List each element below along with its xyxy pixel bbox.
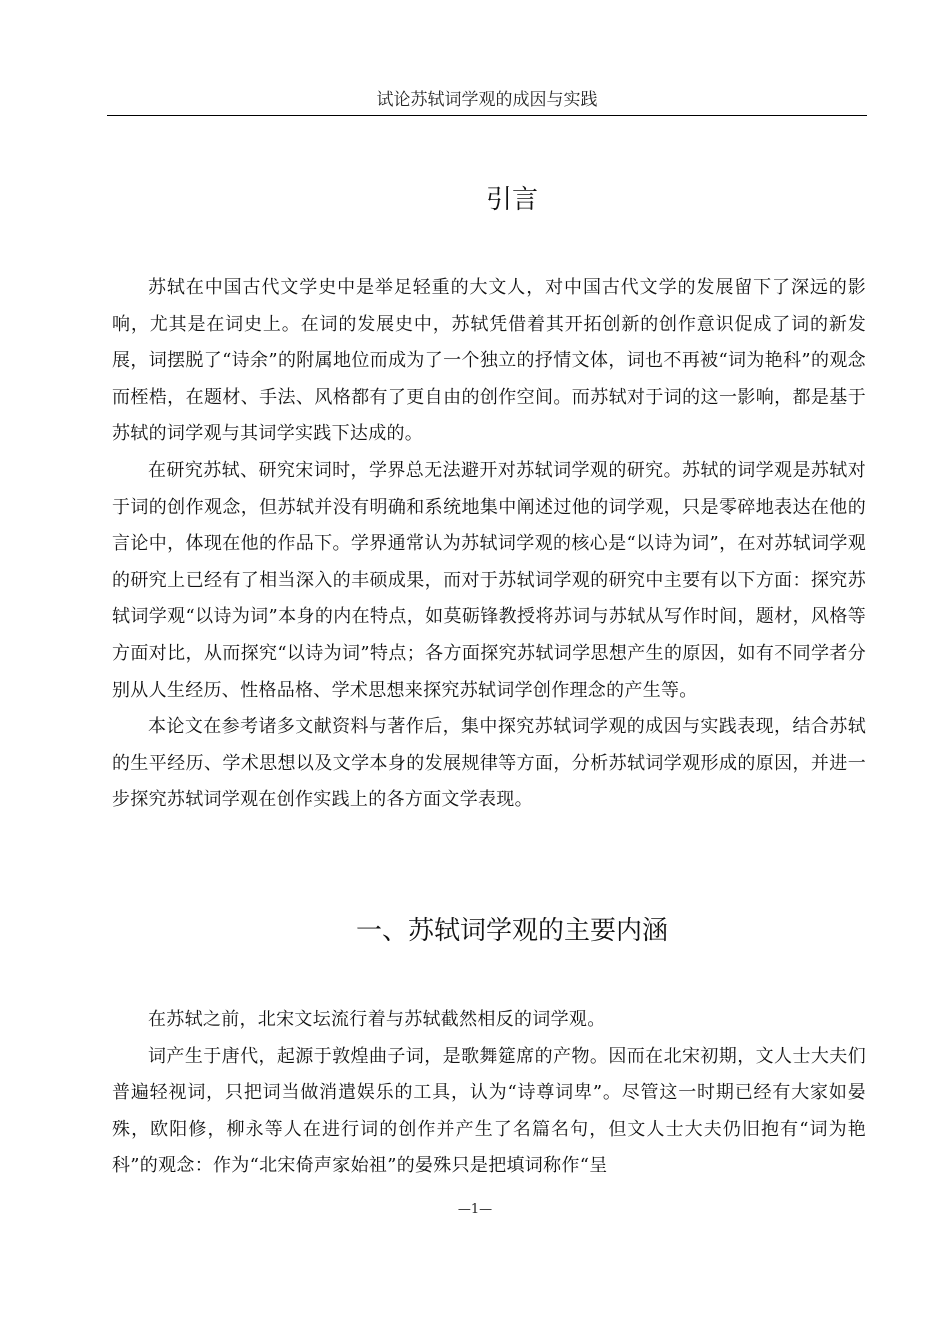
chapter-1-paragraph-2: 词产生于唐代，起源于敦煌曲子词，是歌舞筵席的产物。因而在北宋初期，文人士大夫们普遍轻视词，只把词当做消遣娱乐的工具，认为“诗尊词卑”。尽管这一时期已经有大家如晏殊，欧阳修，柳永等人在进行词的创作并产生了名篇名句，但文人士大夫仍旧抱有“词为艳科”的观念：作为“北宋倚声家始祖”的晏殊只是把填词称作“呈 [112, 1045, 866, 1177]
section-title-chapter-1: 一、苏轼词学观的主要内涵 [355, 916, 668, 946]
header-rule [107, 115, 867, 116]
chapter-1-paragraph-1: 在苏轼之前，北宋文坛流行着与苏轼截然相反的词学观。 [148, 1009, 606, 1030]
section-title-intro: 引言 [485, 185, 538, 215]
chapter-1-body [112, 1002, 866, 1185]
running-header-title: 试论苏轼词学观的成因与实践 [376, 90, 598, 110]
intro-paragraph-2: 在研究苏轼、研究宋词时，学界总无法避开对苏轼词学观的研究。苏轼的词学观是苏轼对于词的创作观念，但苏轼并没有明确和系统地集中阐述过他的词学观，只是零碎地表达在他的言论中，体现在他的作品下。学界通常认为苏轼词学观的核心是“以诗为词”，在对苏轼词学观的研究上已经有了相当深入的丰硕成果，而对于苏轼词学观的研究中主要有以下方面：探究苏轼词学观“以诗为词”本身的内在特点，如莫砺锋教授将苏词与苏轼从写作时间，题材，风格等方面对比，从而探究“以诗为词”特点；各方面探究苏轼词学思想产生的原因，如有不同学者分别从人生经历、性格品格、学术思想来探究苏轼词学创作理念的产生等。 [112, 459, 866, 701]
intro-body [112, 270, 866, 819]
page-number: —1— [457, 1202, 493, 1217]
intro-paragraph-3: 本论文在参考诸多文献资料与著作后，集中探究苏轼词学观的成因与实践表现，结合苏轼的生平经历、学术思想以及文学本身的发展规律等方面，分析苏轼词学观形成的原因，并进一步探究苏轼词学观在创作实践上的各方面文学表现。 [112, 716, 866, 811]
intro-paragraph-1: 苏轼在中国古代文学史中是举足轻重的大文人，对中国古代文学的发展留下了深远的影响，尤其是在词史上。在词的发展史中，苏轼凭借着其开拓创新的创作意识促成了词的新发展，词摆脱了“诗余”的附属地位而成为了一个独立的抒情文体，词也不再被“词为艳科”的观念而桎梏，在题材、手法、风格都有了更自由的创作空间。而苏轼对于词的这一影响，都是基于苏轼的词学观与其词学实践下达成的。 [112, 277, 866, 445]
